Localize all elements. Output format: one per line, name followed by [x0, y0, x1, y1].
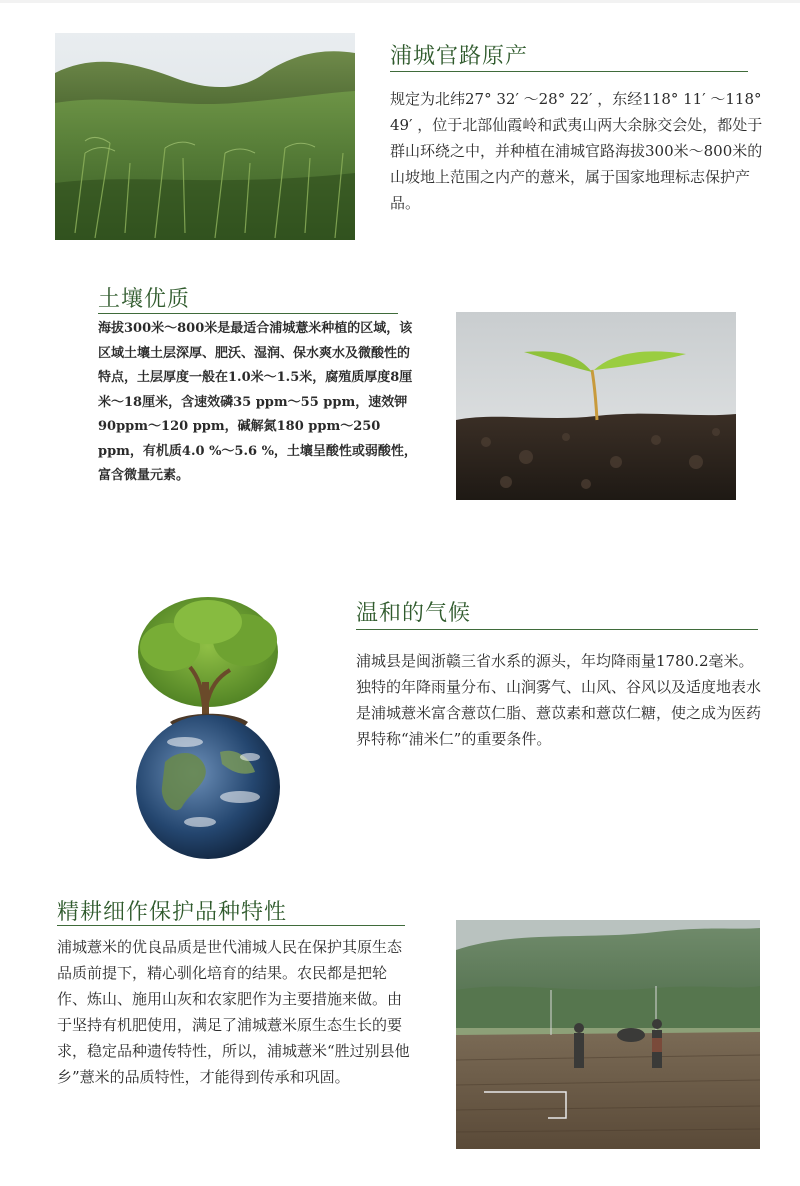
section-rule-origin [390, 71, 748, 72]
tree-earth-photo [90, 582, 325, 872]
section-text-climate: 浦城县是闽浙赣三省水系的源头，年均降雨量1780.2毫米。独特的年降雨量分布、山涧雾气、山风、谷风以及适度地表水是浦城薏米富含薏苡仁脂、薏苡素和薏苡仁糖，使之成为医药界特称“浦米仁”的重要条件。 [356, 652, 762, 748]
section-rule-climate [356, 629, 758, 630]
seedling-soil-photo [456, 312, 736, 500]
top-border [0, 0, 800, 3]
section-title-origin: 浦城官路原产 [390, 44, 529, 69]
section-title-soil: 土壤优质 [98, 287, 191, 312]
section-title-climate: 温和的气候 [356, 601, 472, 626]
section-title-cultivation: 精耕细作保护品种特性 [57, 900, 288, 925]
section-text-soil: 海拔300米～800米是最适合浦城薏米种植的区域，该区域土壤土层深厚、肥沃、湿润、保水爽水及微酸性的特点，土层厚度一般在1.0米～1.5米，腐殖质厚度8厘米～18厘米，含速效磷35 ppm～55 ppm，速效钾90ppm～120 ppm，碱解氮180 ppm～250 ppm，有机质4.0 %～5.6 %，土壤呈酸性或弱酸性，富含微量元素。 [98, 321, 417, 483]
mountain-field-photo [55, 33, 355, 240]
section-text-origin: 规定为北纬27° 32′ ～28° 22′ ，东经118° 11′ ～118° 49′ ，位于北部仙霞岭和武夷山两大余脉交会处，都处于群山环绕之中，并种植在浦城官路海拔300米～800米的山坡地上范围之内产的薏米，属于国家地理标志保护产品。 [390, 90, 763, 212]
section-rule-soil [98, 313, 398, 314]
farmers-field-photo [456, 920, 760, 1149]
section-text-cultivation: 浦城薏米的优良品质是世代浦城人民在保护其原生态品质前提下，精心驯化培育的结果。农民都是把轮作、炼山、施用山灰和农家肥作为主要措施来做。由于坚持有机肥使用，满足了浦城薏米原生态生长的要求，稳定品种遗传特性，所以，浦城薏米“胜过别县他乡”薏米的品质特性，才能得到传承和巩固。 [57, 938, 410, 1086]
section-rule-cultivation [57, 925, 405, 926]
